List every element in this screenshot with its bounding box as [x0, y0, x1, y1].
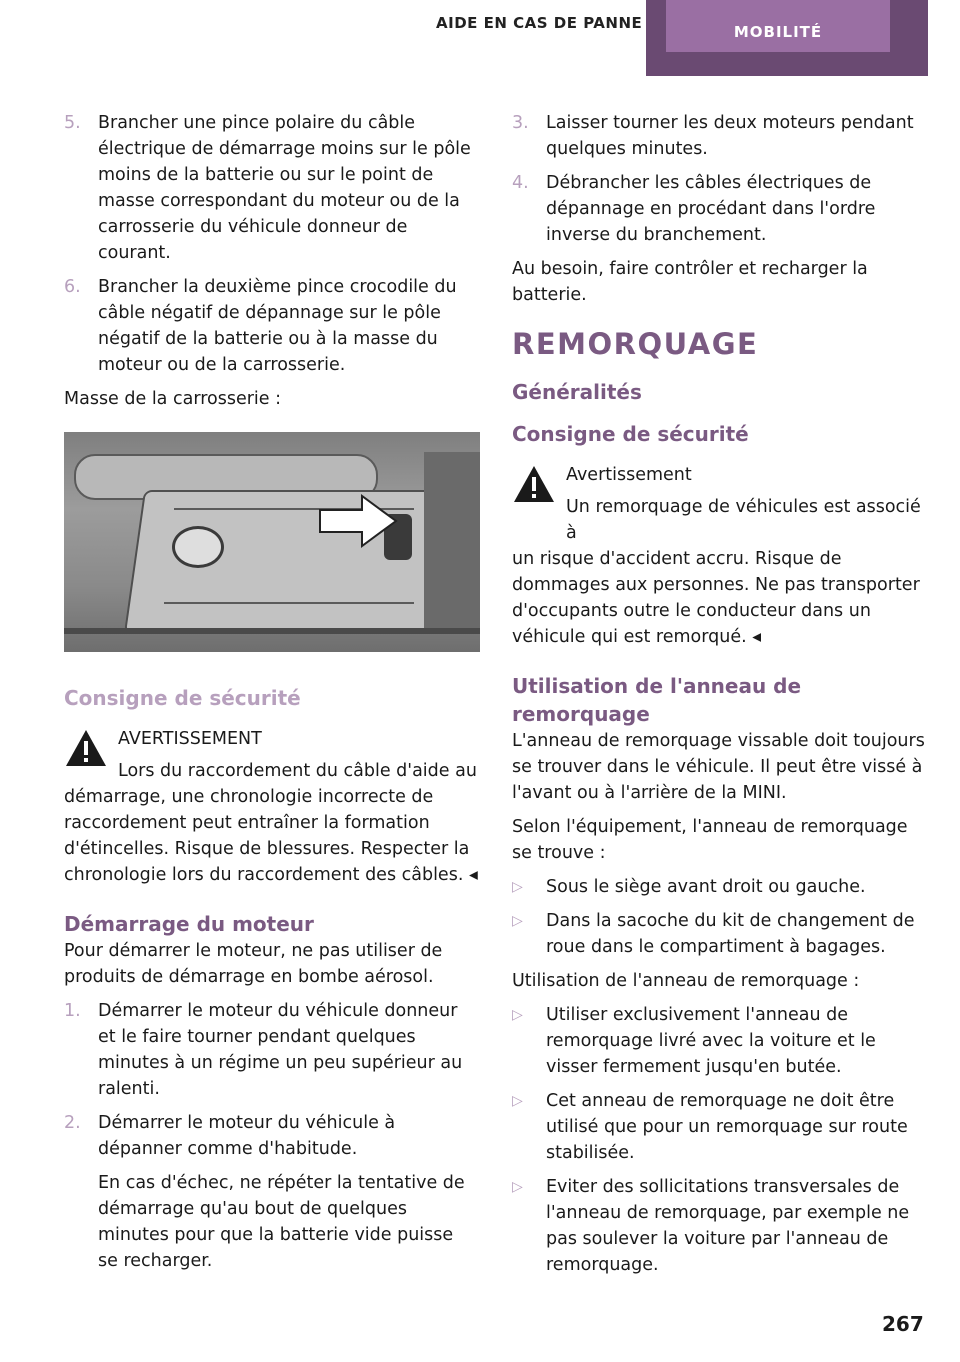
main-heading: REMORQUAGE: [512, 327, 759, 361]
equipment-text: Selon l'équipement, l'anneau de remorquage se trouve :: [512, 817, 908, 863]
left-column: [64, 110, 478, 1282]
warning-text-rest: un risque d'accident accru. Risque de dommages aux personnes. Ne pas transporter d'occupants outre le conducteur dans un véhicule qui est remorqué. ◂: [512, 549, 920, 647]
bullet-triangle-icon: ▷: [512, 879, 523, 895]
start-heading: Démarrage du moteur: [64, 912, 314, 936]
list-item: [64, 998, 478, 1102]
step-number: 6.: [64, 277, 81, 297]
photo-side-block: [424, 452, 480, 632]
tow-ring-intro: L'anneau de remorquage vissable doit toujours se trouver dans le véhicule. Il peut être vissé à l'avant ou à l'arrière de la MINI.: [512, 731, 925, 803]
start-intro: Pour démarrer le moteur, ne pas utiliser de produits de démarrage en bombe aérosol.: [64, 941, 443, 987]
list-item: [64, 110, 478, 266]
engine-photo: [64, 432, 480, 652]
step-number: 1.: [64, 1001, 81, 1021]
warning-triangle-icon: [512, 464, 556, 504]
bullet-text: Cet anneau de remorquage ne doit être utilisé que pour un remorquage sur route stabilisée.: [546, 1091, 908, 1163]
warning-block: [64, 726, 478, 888]
step-text: Laisser tourner les deux moteurs pendant quelques minutes.: [546, 113, 914, 159]
running-header-section: AIDE EN CAS DE PANNE: [436, 14, 643, 32]
chapter-tab: [646, 0, 928, 76]
warning-text: Lors du raccordement du câble d'aide au: [118, 761, 477, 781]
bullet-text: Sous le siège avant droit ou gauche.: [546, 877, 866, 897]
list-item: [512, 110, 928, 162]
bullet-triangle-icon: ▷: [512, 1007, 523, 1023]
photo-engine-cover: [124, 490, 448, 634]
list-item: [512, 908, 928, 960]
bullet-triangle-icon: ▷: [512, 1179, 523, 1195]
list-item: [64, 1110, 478, 1162]
page-number: 267: [882, 1312, 924, 1336]
step-number: 3.: [512, 113, 529, 133]
step-text: Démarrer le moteur du véhicule à dépanner comme d'habitude.: [98, 1113, 396, 1159]
list-item: [512, 1088, 928, 1166]
battery-text: Au besoin, faire contrôler et recharger la batterie.: [512, 259, 868, 305]
safety-heading: Consigne de sécurité: [512, 422, 749, 446]
chapter-tab-label: MOBILITÉ: [666, 0, 890, 52]
tow-ring-heading: Utilisation de l'anneau de remorquage: [512, 674, 802, 726]
photo-oil-cap: [172, 526, 224, 568]
step-text: Démarrer le moteur du véhicule donneur et le faire tourner pendant quelques minutes à un régime un peu supérieur au ralenti.: [98, 1001, 463, 1099]
right-column: [512, 110, 928, 1286]
bullet-text: Dans la sacoche du kit de changement de roue dans le compartiment à bagages.: [546, 911, 915, 957]
step-text: Brancher une pince polaire du câble électrique de démarrage moins sur le pôle moins de la batterie ou sur le point de masse correspondant du moteur ou de la carrosserie du véhicule donneur de courant.: [98, 113, 471, 263]
list-item: [512, 1002, 928, 1080]
list-item: [512, 1174, 928, 1278]
pointer-arrow-icon: [318, 494, 398, 548]
masse-label: Masse de la carrosserie :: [64, 389, 282, 409]
step-note: En cas d'échec, ne répéter la tentative de démarrage qu'au bout de quelques minutes pour que la batterie vide puisse se recharger.: [98, 1173, 465, 1271]
photo-rib: [164, 602, 414, 604]
warning-triangle-icon: [64, 728, 108, 768]
edition-footer: Online Edition for Part no. 01 40 2 971 088 - II/16: [322, 1331, 717, 1350]
step-number: 2.: [64, 1113, 81, 1133]
list-item: [64, 274, 478, 378]
usage-label: Utilisation de l'anneau de remorquage :: [512, 971, 860, 991]
photo-rail: [64, 628, 480, 634]
general-heading: Généralités: [512, 380, 642, 404]
list-item: [512, 170, 928, 248]
bullet-text: Utiliser exclusivement l'anneau de remorquage livré avec la voiture et le visser fermement jusqu'en butée.: [546, 1005, 876, 1077]
step-text: Débrancher les câbles électriques de dépannage en procédant dans l'ordre inverse du branchement.: [546, 173, 876, 245]
list-item: [512, 874, 928, 900]
step-text: Brancher la deuxième pince crocodile du câble négatif de dépannage sur le pôle négatif de la batterie ou à la masse du moteur ou de la carrosserie.: [98, 277, 457, 375]
step-number: 5.: [64, 113, 81, 133]
warning-text: Un remorquage de véhicules est associé à: [566, 497, 921, 543]
bullet-text: Eviter des sollicitations transversales de l'anneau de remorquage, par exemple ne pas soulever la voiture par l'anneau de remorquage.: [546, 1177, 910, 1275]
warning-title: Avertissement: [566, 465, 692, 485]
warning-text-rest: démarrage, une chronologie incorrecte de raccordement peut entraîner la formation d'étincelles. Risque de blessures. Respecter la chronologie lors du raccordement des câbles. ◂: [64, 787, 478, 885]
bullet-triangle-icon: ▷: [512, 913, 523, 929]
safety-heading: Consigne de sécurité: [64, 686, 301, 710]
warning-title: AVERTISSEMENT: [118, 729, 262, 749]
step-number: 4.: [512, 173, 529, 193]
bullet-triangle-icon: ▷: [512, 1093, 523, 1109]
warning-block: [512, 462, 928, 650]
